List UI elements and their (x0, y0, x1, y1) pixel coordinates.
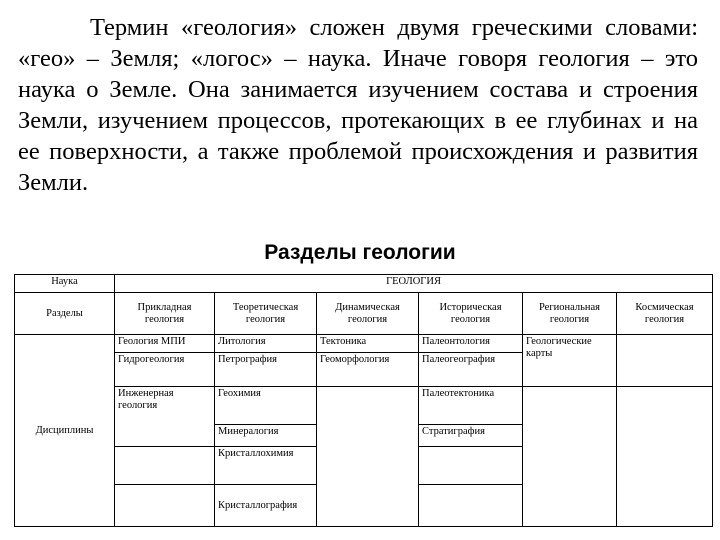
table-cell: Тектоника (317, 335, 419, 353)
table-row (15, 387, 713, 425)
table-cell: Кристаллография (215, 485, 317, 527)
section-regional: Региональная геология (523, 293, 617, 335)
table-cell: Петрография (215, 353, 317, 387)
table-cell (115, 447, 215, 485)
table-row (15, 275, 713, 293)
table-cell: Гидрогеология (115, 353, 215, 387)
table-cell: Минералогия (215, 425, 317, 447)
table-cell: Литология (215, 335, 317, 353)
geology-header: ГЕОЛОГИЯ (115, 275, 713, 293)
intro-text: Термин «геология» сложен двумя греческими словами: «гео» – Земля; «логос» – наука. Иначе говоря геология – это наука о Земле. Она занимается изучением состава и строения Земли, изучением процессов, протекающих в ее глубинах и на ее поверхности, а также проблемой происхождения и развития Земли. (18, 14, 698, 196)
table-cell (523, 387, 617, 527)
table-cell: Палеогеография (419, 353, 523, 387)
discipliny-header: Дисциплины (15, 335, 115, 527)
table-cell: Геологические карты (523, 335, 617, 387)
section-applied: Прикладная геология (115, 293, 215, 335)
table-cell: Инженерная геология (115, 387, 215, 447)
table-cell (317, 387, 419, 527)
nauka-header: Наука (15, 275, 115, 293)
table-cell: Палеотектоника (419, 387, 523, 425)
table-cell (115, 485, 215, 527)
section-dynamic: Динамическая геология (317, 293, 419, 335)
table-cell: Палеонтология (419, 335, 523, 353)
table-cell: Геохимия (215, 387, 317, 425)
table-cell (419, 485, 523, 527)
table-cell: Кристаллохимия (215, 447, 317, 485)
section-cosmic: Космическая геология (617, 293, 713, 335)
table-cell: Геоморфология (317, 353, 419, 387)
razdely-header: Разделы (15, 293, 115, 335)
table-row (15, 335, 713, 353)
intro-paragraph (18, 12, 698, 198)
section-theoretical: Теоретическая геология (215, 293, 317, 335)
table-cell: Стратиграфия (419, 425, 523, 447)
page-title: Разделы геологии (264, 241, 456, 264)
geology-sections-table (14, 274, 713, 527)
section-historical: Историческая геология (419, 293, 523, 335)
table-cell (419, 447, 523, 485)
table-cell (617, 335, 713, 387)
table-cell: Геология МПИ (115, 335, 215, 353)
table-row (15, 293, 713, 335)
table-cell (617, 387, 713, 527)
